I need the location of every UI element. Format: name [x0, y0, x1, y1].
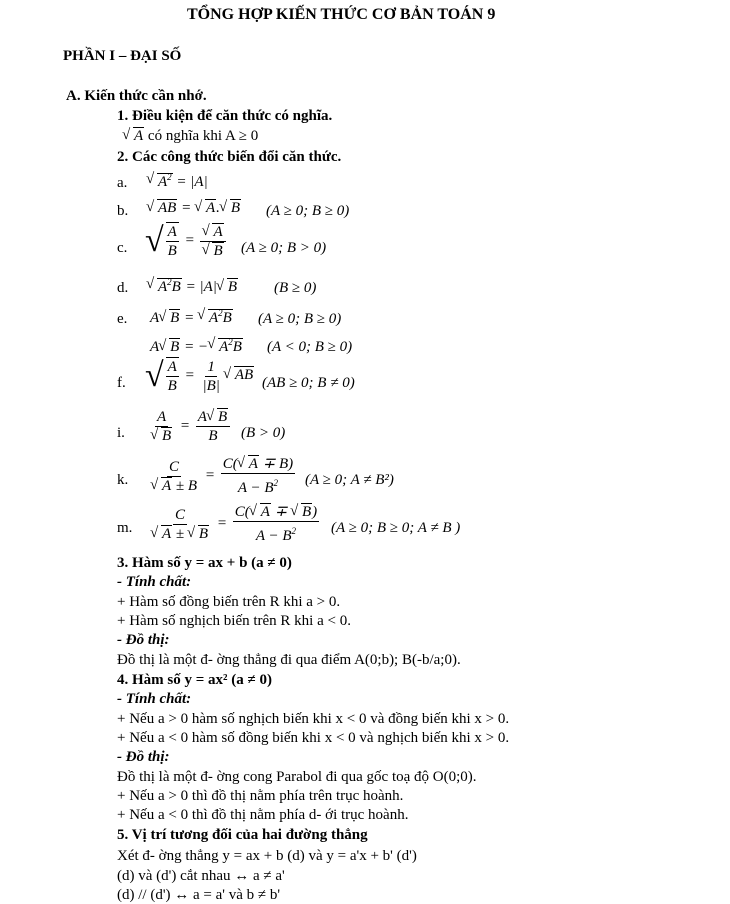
formula-condition: √ A có nghĩa khi A ≥ 0	[123, 128, 258, 145]
s4-line-2: + Nếu a < 0 hàm số đồng biến khi x < 0 và nghịch biến khi x > 0.	[117, 730, 510, 746]
graph-label-4: - Đồ thị:	[117, 749, 170, 765]
formula-b: √ AB = √ A.√ B	[147, 200, 241, 217]
graph-label-3: - Đồ thị:	[117, 632, 170, 648]
heading-5: 5. Vị trí tương đối của hai đường thẳng	[117, 827, 368, 843]
s4-line-1: + Nếu a > 0 hàm số nghịch biến khi x < 0 và đồng biến khi x > 0.	[117, 711, 510, 727]
cond-e1: (A ≥ 0; B ≥ 0)	[258, 311, 342, 327]
property-label-3: - Tính chất:	[117, 574, 192, 590]
cond-b: (A ≥ 0; B ≥ 0)	[266, 203, 350, 219]
formula-k: C √ A ± B = $\frac{C(√ A \mp B)}{A - B^2}$	[147, 455, 297, 497]
label-e: e.	[117, 311, 128, 327]
s5-line-2: (d) và (d') cắt nhau ↔ a ≠ a'	[117, 868, 285, 884]
formula-d: √ $A^2B = |A|√$ B	[147, 277, 238, 296]
section-heading: A. Kiến thức cần nhớ.	[66, 88, 207, 104]
label-m: m.	[117, 520, 133, 536]
formula-e1: A√ B = √ $A^2B$	[150, 308, 233, 327]
label-a: a.	[117, 175, 128, 191]
formula-e2: A√ B = −√ $A^2B$	[150, 337, 243, 356]
formula-c: √ $\frac{A}{B}$ = √ A √ B	[145, 222, 228, 260]
page-title: TỔNG HỢP KIẾN THỨC CƠ BẢN TOÁN 9	[187, 6, 496, 23]
formula-i: A √ B = $\frac{A√ B}{B}$	[147, 408, 232, 445]
cond-f: (AB ≥ 0; B ≠ 0)	[262, 375, 355, 391]
label-b: b.	[117, 203, 129, 219]
heading-1: 1. Điều kiện để căn thức có nghĩa.	[117, 108, 333, 124]
s5-line-3: (d) // (d') ↔ a = a' và b ≠ b'	[117, 887, 281, 903]
s4-line-5: + Nếu a < 0 thì đồ thị nằm phía d- ới trục hoành.	[117, 807, 409, 823]
cond-e2: (A < 0; B ≥ 0)	[267, 339, 353, 355]
label-k: k.	[117, 472, 129, 488]
formula-a: √ $A^2 = |A|$	[147, 172, 208, 191]
heading-2: 2. Các công thức biến đổi căn thức.	[117, 149, 342, 165]
cond-i: (B > 0)	[241, 425, 286, 441]
condition-text: có nghĩa khi A ≥ 0	[147, 128, 259, 144]
formula-f: √ $\frac{A}{B}$ = $\frac{1}{|B|}$ √ AB	[145, 357, 254, 395]
label-f: f.	[117, 375, 126, 391]
s3-line-1: + Hàm số đồng biến trên R khi a > 0.	[117, 594, 341, 610]
part-heading: PHẦN I – ĐẠI SỐ	[63, 48, 182, 64]
label-i: i.	[117, 425, 125, 441]
heading-3: 3. Hàm số y = ax + b (a ≠ 0)	[117, 555, 292, 571]
label-c: c.	[117, 240, 128, 256]
s3-line-2: + Hàm số nghịch biến trên R khi a < 0.	[117, 613, 351, 629]
cond-d: (B ≥ 0)	[274, 280, 317, 296]
cond-k: (A ≥ 0; A ≠ B²)	[305, 472, 394, 488]
s4-line-4: + Nếu a > 0 thì đồ thị nằm phía trên trục hoành.	[117, 788, 404, 804]
s5-line-1: Xét đ- ờng thẳng y = ax + b (d) và y = a'x + b' (d')	[117, 848, 417, 864]
heading-4: 4. Hàm số y = ax² (a ≠ 0)	[117, 672, 273, 688]
cond-c: (A ≥ 0; B > 0)	[241, 240, 327, 256]
formula-m: C √ A ± √ B = $\frac{C(√ A \mp √ B)}{A - B^2}$	[147, 503, 321, 545]
s3-line-3: Đồ thị là một đ- ờng thẳng đi qua điểm A(0;b); B(-b/a;0).	[117, 652, 461, 668]
label-d: d.	[117, 280, 129, 296]
cond-m: (A ≥ 0; B ≥ 0; A ≠ B )	[331, 520, 461, 536]
s4-line-3: Đồ thị là một đ- ờng cong Parabol đi qua gốc toạ độ O(0;0).	[117, 769, 477, 785]
property-label-4: - Tính chất:	[117, 691, 192, 707]
